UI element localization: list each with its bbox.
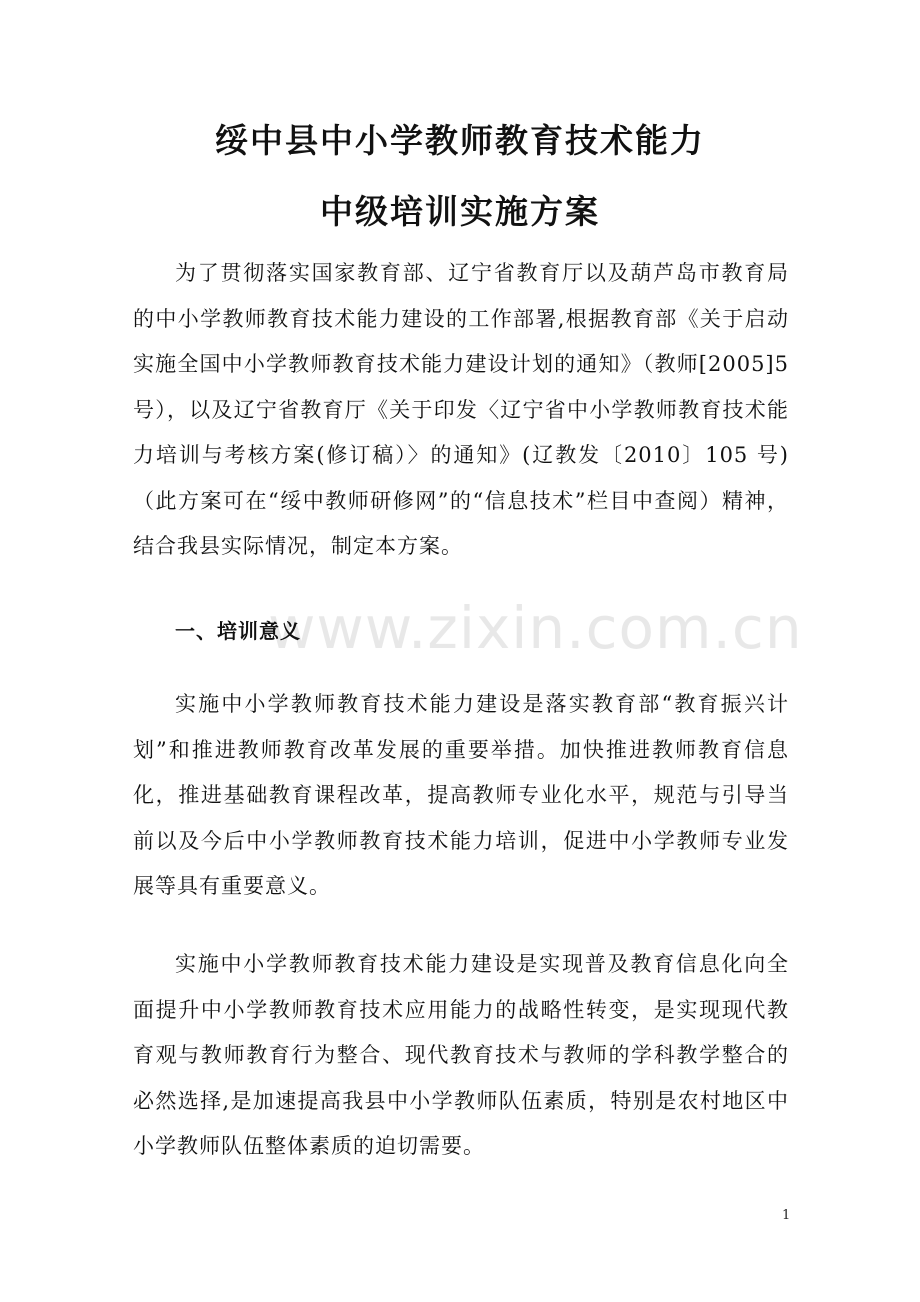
document-title-line1: 绥中县中小学教师教育技术能力 (215, 121, 705, 160)
body-paragraph-1: 实施中小学教师教育技术能力建设是落实教育部“教育振兴计划”和推进教师教育改革发展的重要举措。加快推进教师教育信息化，推进基础教育课程改革，提高教师专业化水平，规范与引导当前以及今后中小学教师教育技术能力培训，促进中小学教师专业发展等具有重要意义。 (133, 692, 789, 898)
body-paragraph-2: 实施中小学教师教育技术能力建设是实现普及教育信息化向全面提升中小学教师教育技术应用能力的战略性转变，是实现现代教育观与教师教育行为整合、现代教育技术与教师的学科教学整合的必然选择,是加速提高我县中小学教师队伍素质，特别是农村地区中小学教师队伍整体素质的迫切需要。 (133, 952, 789, 1158)
intro-paragraph: 为了贯彻落实国家教育部、辽宁省教育厅以及葫芦岛市教育局的中小学教师教育技术能力建设的工作部署,根据教育部《关于启动实施全国中小学教师教育技术能力建设计划的通知》（教师[2005]5号），以及辽宁省教育厅《关于印发〈辽宁省中小学教师教育技术能力培训与考核方案(修订稿）〉的通知》(辽教发〔2010〕105 号)（此方案可在“绥中教师研修网”的“信息技术”栏目中查阅）精神，结合我县实际情况，制定本方案。 (133, 261, 789, 558)
document-title-line2: 中级培训实施方案 (320, 192, 600, 231)
watermark-text: www.zixin.com.cn (268, 594, 803, 662)
page-number: 1 (782, 1208, 791, 1223)
section-heading: 一、培训意义 (175, 619, 301, 643)
